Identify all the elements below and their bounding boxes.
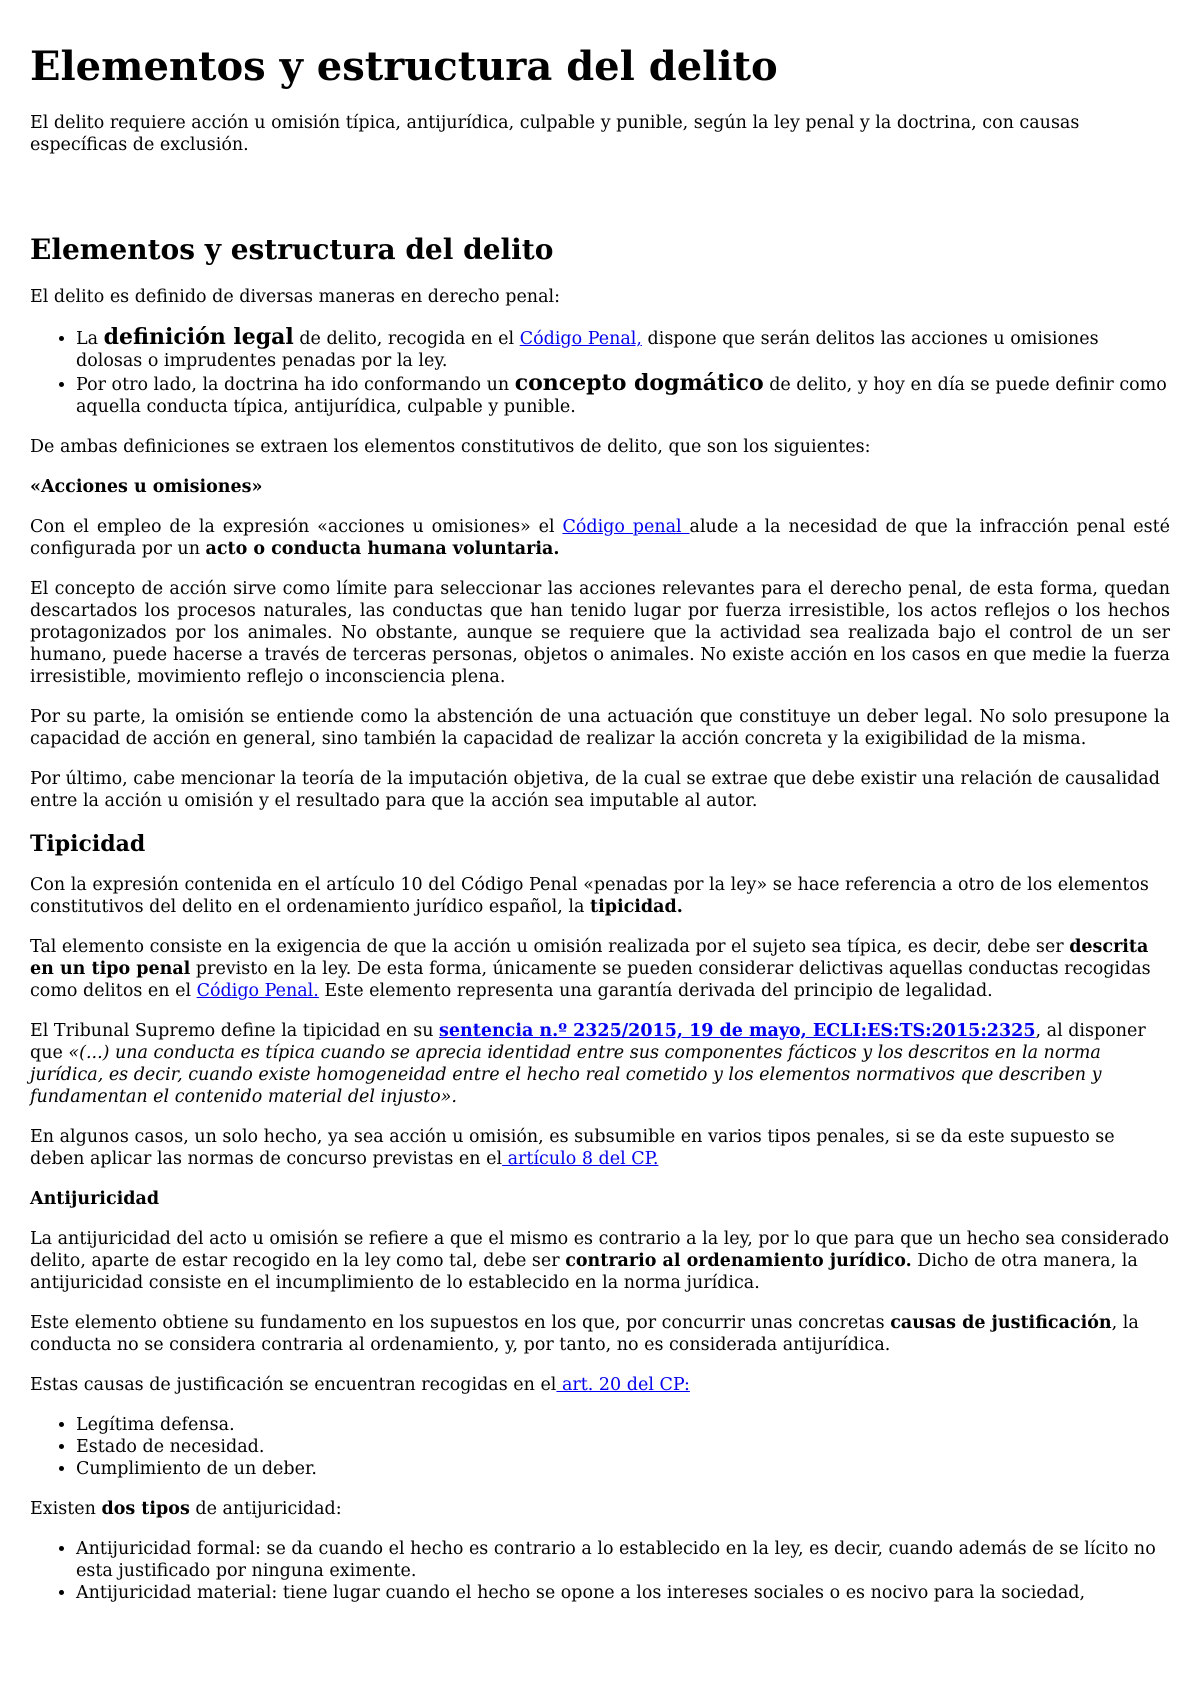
text: de delito, y hoy en día se puede definir como aquella conducta típica, antijurídica, culpable y punible. (76, 375, 1167, 417)
text: Por otro lado, la doctrina ha ido conformando un (76, 375, 515, 395)
paragraph (30, 1126, 1170, 1170)
paragraph (30, 1312, 1170, 1356)
emphasis: causas de justificación (890, 1313, 1112, 1333)
list-item: • Antijuricidad material: tiene lugar cuando el hecho se opone a los intereses sociales o es nocivo para la sociedad, (76, 1582, 1170, 1604)
text: Dicho de otra manera, la antijuricidad consiste en el incumplimiento de lo establecido en la norma jurídica. (30, 1251, 1138, 1293)
list-item: • Estado de necesidad. (76, 1436, 1170, 1458)
emphasis: tipicidad. (590, 897, 683, 917)
articulo-8-link[interactable]: artículo 8 del CP. (502, 1149, 659, 1169)
tipos-list (30, 1538, 1170, 1604)
definitions-list (30, 326, 1170, 418)
subheading-antijuricidad: Antijuricidad (30, 1189, 160, 1209)
paragraph (30, 1498, 1170, 1520)
emphasis: definición legal (103, 324, 294, 350)
list-item: • Antijuricidad formal: se da cuando el hecho es contrario a lo establecido en la ley, es decir, cuando además de se lícito no esta justificado por ninguna eximente. (76, 1538, 1170, 1582)
text: alude a la necesidad de que la infracción penal esté configurada por un (30, 517, 1170, 559)
text: El Tribunal Supremo define la tipicidad en su (30, 1021, 440, 1041)
text: La antijuricidad del acto u omisión se refiere a que el mismo es contrario a la ley, por lo que para que un hecho sea considerado delito, aparte de estar recogido en la ley como tal, debe ser (30, 1229, 1169, 1271)
text: Con la expresión contenida en el artículo 10 del Código Penal «penadas por la ley» se hace referencia a otro de los elementos constitutivos del delito en el ordenamiento jurídico español, la (30, 875, 1149, 917)
text: La (76, 329, 104, 349)
spacer (30, 174, 1170, 232)
text: Estas causas de justificación se encuentran recogidas en el (30, 1375, 557, 1395)
paragraph (30, 1228, 1170, 1294)
articulo-20-link[interactable]: art. 20 del CP: (556, 1375, 690, 1395)
paragraph (30, 1374, 1170, 1396)
paragraph: Por su parte, la omisión se entiende como la abstención de una actuación que constituye un deber legal. No solo presupone la capacidad de acción en general, sino también la capacidad de realizar la acción concreta y la exigibilidad de la misma. (30, 707, 1170, 749)
text: de delito, recogida en el (293, 329, 520, 349)
summary: El delito requiere acción u omisión típica, antijurídica, culpable y punible, según la ley penal y la doctrina, con causas específicas de exclusión. (30, 113, 1080, 155)
paragraph: Por último, cabe mencionar la teoría de la imputación objetiva, de la cual se extrae que debe existir una relación de causalidad entre la acción u omisión y el resultado para que la acción sea imputable al autor. (30, 769, 1160, 811)
list-item: • Cumplimiento de un deber. (76, 1458, 1170, 1480)
text: En algunos casos, un solo hecho, ya sea acción u omisión, es subsumible en varios tipos penales, si se da este supuesto se deben aplicar las normas de concurso previstas en el (30, 1127, 1115, 1169)
list-item (76, 372, 1170, 418)
text: , al disponer que (30, 1021, 1146, 1063)
emphasis: dos tipos (101, 1499, 190, 1519)
list-item: • Legítima defensa. (76, 1414, 1170, 1436)
paragraph: De ambas definiciones se extraen los elementos constitutivos de delito, que son los siguientes: (30, 437, 871, 457)
causas-list (30, 1414, 1170, 1480)
page-title: Elementos y estructura del delito (30, 43, 778, 90)
codigo-penal-link[interactable]: Código Penal. (196, 981, 319, 1001)
text: Con el empleo de la expresión «acciones u omisiones» el (30, 517, 563, 537)
text: Tal elemento consiste en la exigencia de que la acción u omisión realizada por el sujeto sea típica, es decir, debe ser (30, 937, 1070, 957)
paragraph (30, 1020, 1170, 1108)
text: dispone que serán delitos las acciones u omisiones dolosas o imprudentes penadas por la ley. (76, 329, 1099, 371)
subheading-acciones: «Acciones u omisiones» (30, 477, 263, 497)
emphasis: acto o conducta humana voluntaria. (205, 539, 560, 559)
text: , la conducta no se considera contraria al ordenamiento, y, por tanto, no es considerada antijurídica. (30, 1313, 1139, 1355)
paragraph (30, 516, 1170, 560)
text: Este elemento obtiene su fundamento en los supuestos en los que, por concurrir unas concretas (30, 1313, 891, 1333)
emphasis: contrario al ordenamiento jurídico. (565, 1251, 912, 1271)
text: Este elemento representa una garantía derivada del principio de legalidad. (318, 981, 993, 1001)
sentencia-link[interactable]: sentencia n.º 2325/2015, 19 de mayo, ECLI:ES:TS:2015:2325 (439, 1021, 1036, 1041)
paragraph (30, 874, 1170, 918)
text: de antijuricidad: (189, 1499, 342, 1519)
list-item (76, 326, 1170, 372)
text: previsto en la ley. De esta forma, únicamente se pueden considerar delictivas aquellas conductas recogidas como delitos en el (30, 959, 1151, 1001)
intro-paragraph: El delito es definido de diversas maneras en derecho penal: (30, 287, 560, 307)
section-title: Elementos y estructura del delito (30, 233, 554, 266)
emphasis: concepto dogmático (514, 370, 764, 396)
text: Existen (30, 1499, 102, 1519)
paragraph (30, 936, 1170, 1002)
codigo-penal-link[interactable]: Código Penal, (519, 329, 642, 349)
paragraph: El concepto de acción sirve como límite para seleccionar las acciones relevantes para el derecho penal, de esta forma, quedan descartados los procesos naturales, las conductas que han tenido lugar por fuerza irresistible, los actos reflejos o los hechos protagonizados por los animales. No obstante, aunque se requiere que la actividad sea realizada bajo el control de un ser humano, puede hacerse a través de terceras personas, objetos o animales. No existe acción en los casos en que medie la fuerza irresistible, movimiento reflejo o inconsciencia plena. (30, 579, 1170, 687)
emphasis: descrita en un tipo penal (30, 937, 1149, 979)
codigo-penal-link[interactable]: Código penal (562, 517, 690, 537)
quote: «(...) una conducta es típica cuando se aprecia identidad entre sus componentes fácticos y los descritos en la norma jurídica, es decir, cuando existe homogeneidad entre el hecho real cometido y los elementos normativos que describen y fundamentan el contenido material del injusto». (30, 1043, 1102, 1107)
subheading-tipicidad: Tipicidad (30, 831, 146, 857)
